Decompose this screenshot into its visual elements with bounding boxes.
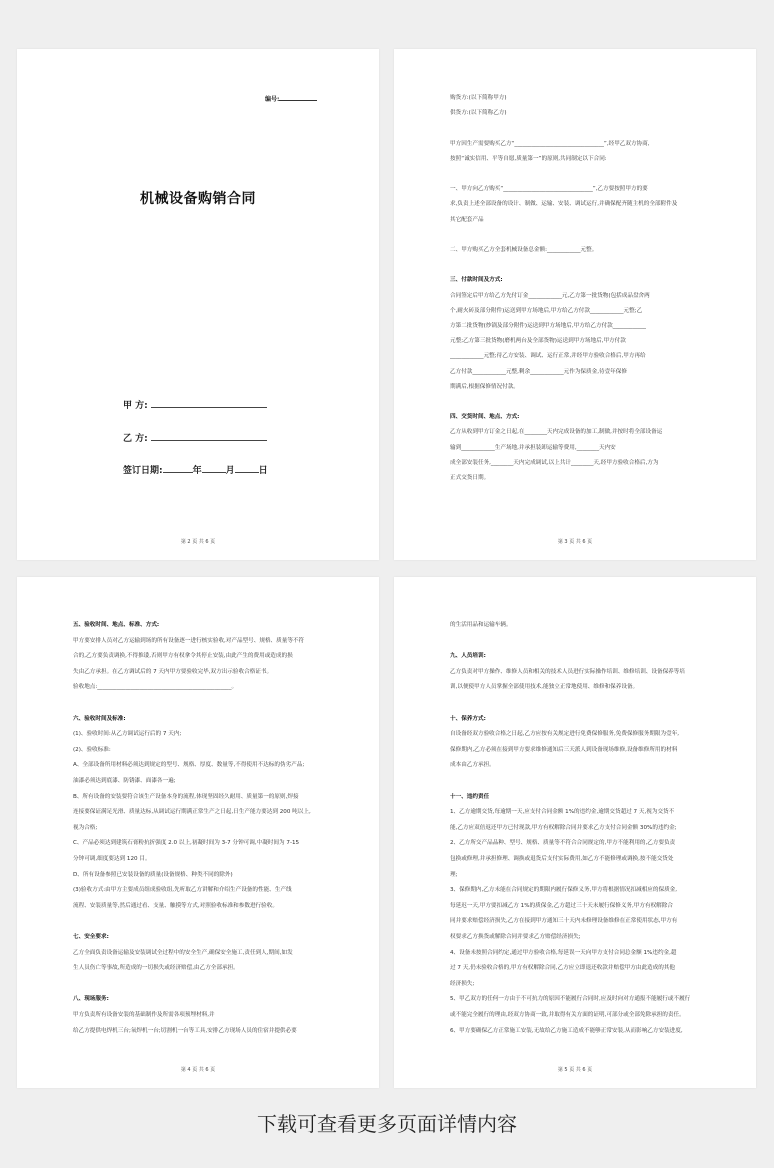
contract-page-2 <box>394 49 756 560</box>
text-line: 6、甲方要确保乙方正常施工安装,无故给乙方施工造成不能够正常安装,从而影响乙方安装进度, <box>450 1027 683 1034</box>
text-line: 1、乙方逾期交货,每逾期一天,应支付合同金额 1%的违约金,逾期交货超过 7 天,视为交货不 <box>450 809 675 816</box>
text-line: 五、验收时间、地点、标准、方式: <box>73 622 160 628</box>
text-line: 成全部安装任务,________天内完成调试,以上共计________天,经甲方验收合格后,方为 <box>450 459 659 466</box>
text-line: 八、现场服务: <box>73 996 109 1003</box>
page-footer: 第 3 页 共 6 页 <box>557 539 593 545</box>
text-line: 正式交货日期。 <box>450 475 490 481</box>
text-line: 供货方:(以下简称乙方) <box>450 110 507 117</box>
text-line: D、所有设备参照已安装设备的质量(设备规格、种类不同的除外) <box>73 871 233 878</box>
text-line: 其它配套产品 <box>450 216 484 223</box>
text-line: 经济损失; <box>450 980 475 987</box>
text-line: (3)验收方式:由甲方主要成员组成验收组,先听取乙方讲解和介绍生产设备的性能、生产线 <box>73 887 292 894</box>
text-line: 同并要求赔偿经济损失,乙方在接到甲方通知三十天内未修理设备维修在正常使用状态,甲方有 <box>450 918 678 925</box>
text-line: 购货方:(以下简称甲方) <box>450 95 507 101</box>
text-line: 权要求乙方换货或解除合同并要求乙方赔偿经济损失; <box>450 934 581 940</box>
party-b-field <box>123 431 267 444</box>
text-line: 一、甲方向乙方购买“________________________________”,乙方要按照甲方的要 <box>450 186 648 193</box>
contract-page-4 <box>394 577 756 1088</box>
text-line: C、产品必须达到建筑石膏粉抗折强度 2.0 以上,初凝时间为 3-7 分钟可调,中凝时间为 7-15 <box>73 840 300 847</box>
day-blank <box>235 464 259 473</box>
year-blank <box>163 464 193 473</box>
text-line: 的生活用品和运输车辆。 <box>450 622 512 628</box>
text-line: 5、甲乙双方的任何一方由于不可抗力的原因不能履行合同时,应及时向对方通报不能履行或不履行 <box>450 996 691 1003</box>
text-line: 十、保养方式: <box>450 715 486 722</box>
contract-page-3 <box>17 577 379 1088</box>
text-line: 甲方负责所有设备安装的基础制作及所需各项预埋材料,并 <box>73 1012 215 1018</box>
month-blank <box>202 464 226 473</box>
contract-number-label: 编号: <box>265 96 280 103</box>
text-line: 乙方从收到甲方订金之日起,在________天内完成设备的加工,制做,并按时将全部设备运 <box>450 429 663 436</box>
text-line: 个,耐火砖及部分附件)运送到甲方场地后,甲方给乙方付款____________元整;乙 <box>450 307 643 314</box>
text-line: 理; <box>450 871 458 878</box>
text-line: 失由乙方承担。在乙方调试后的 7 天内甲方要验收完毕,双方出示验收合格证书。 <box>73 668 273 675</box>
download-caption: 下载可查看更多页面详情内容 <box>257 1112 517 1136</box>
party-a-label: 甲 方: <box>123 401 148 411</box>
text-line: 乙方负责对甲方操作、维修人员和相关的技术人员进行实际操作培训、维修培训、设备保养等培 <box>450 668 685 675</box>
page-footer: 第 4 页 共 6 页 <box>180 1067 216 1073</box>
text-line: 2、乙方所交产品品种、型号、规格、质量等不符合合同规定的,甲方不能利用的,乙方要负责 <box>450 840 676 847</box>
page-footer: 第 5 页 共 6 页 <box>557 1067 593 1073</box>
text-line: 3、保修期内,乙方未能在合同规定的期限内履行保修义务,甲方将根据情况扣减相应的保质金, <box>450 887 678 894</box>
text-line: 分钟可调,细度要达到 120 目。 <box>73 856 151 862</box>
text-line: 验收地点:________________________________________________。 <box>73 684 238 691</box>
text-line: 包换或修理,并承担修理、调换或退货后支付实际费用,如乙方不能修理或调换,按不能交货处 <box>450 856 674 862</box>
text-line: 合同签定后甲方给乙方先付订金____________元,乙方第一批货物(包括成品盘舍两 <box>450 292 650 299</box>
text-line: 过 7 天,仍未验收合格的,甲方有权解除合同,乙方应立即退还收款并赔偿甲方由此造成的其他 <box>450 965 676 972</box>
text-line: 成本由乙方承担。 <box>450 762 495 769</box>
text-line: 四、交货时间、地点、方式: <box>450 414 520 421</box>
text-line: 乙方付款____________元整,剩余____________元作为保质金,待壹年保修 <box>450 368 627 375</box>
text-line: 视为合格; <box>73 824 98 831</box>
text-line: ____________元整;待乙方安装、调试、运行正常,并经甲方验收合格后,甲方再给 <box>450 353 646 360</box>
text-line: 三、付款时间及方式: <box>450 277 503 284</box>
text-line: B、所有设备的安装要符合该生产设备本身的流程,体现坚固经久耐用、质量第一的原则,焊接 <box>73 793 299 800</box>
text-line: (1)、验收时间:从乙方调试运行后的 7 天内; <box>73 731 182 738</box>
text-line: 九、人员培训: <box>450 653 486 660</box>
text-line: 期满后,根据保修情况付款。 <box>450 383 519 390</box>
text-line: 十一、违约责任 <box>450 793 490 800</box>
text-line: 保修期内,乙方必须在接到甲方要求维修通知后三天派人到设备现场维修,设备维修所用的材料 <box>450 746 678 753</box>
text-line: (2)、验收标准: <box>73 746 111 753</box>
page-footer: 第 2 页 共 6 页 <box>180 539 216 545</box>
contract-page-cover <box>17 49 379 560</box>
text-line: 连接要保证满足光滑、质量达标,从调试运行期满正常生产之日起,日生产能力要达到 200 吨以上, <box>73 809 311 816</box>
text-line: 甲方因生产需要购买乙方“________________________________”,经甲乙双方协商, <box>450 140 650 147</box>
text-line: 流程、安装质量等,然后通过看、支量、触摸等方式,对照验收标准和参数进行验收。 <box>73 902 278 909</box>
party-b-blank <box>151 432 267 441</box>
text-line: 输到____________生产场地,并承担装卸运输等费用,________天内安 <box>450 444 616 451</box>
contract-number-blank <box>279 95 317 101</box>
text-line: 方第二批货物(炒锅及部分附件)运送到甲方场地后,甲方给乙方付款____________ <box>450 323 647 329</box>
month-label: 月 <box>225 466 235 476</box>
year-label: 年 <box>192 466 202 476</box>
party-a-blank <box>151 399 267 408</box>
text-line: 求,负责上述全部设备的设计、制做、运输、安装、调试运行,并确保配齐随主机的全部附件及 <box>450 201 678 208</box>
day-label: 日 <box>258 466 268 476</box>
text-line: 六、验收时间及标准: <box>73 715 126 722</box>
contract-number <box>265 94 317 103</box>
text-line: 元整;乙方第三批货物(磨机两台及全部货物)运送到甲方场地后,甲方付款 <box>450 338 626 345</box>
text-line: 训,以便使甲方人员掌握全部使用技术,能独立正常地使用、维修和保养设备。 <box>450 684 639 691</box>
text-line: A、全部设备所用材料必须达到规定的型号、规格、厚度、数量等,不得使用不达标的伪劣产品; <box>73 762 305 769</box>
text-line: 每延迟一天,甲方要扣减乙方 1%的质保金,乙方超过三十天未履行保修义务,甲方有权解除合 <box>450 902 673 909</box>
text-line: 乙方全面负责设备运输及安装调试全过程中的安全生产,确保安全施工,责任到人,期间,如发 <box>73 949 293 956</box>
text-line: 生人员伤亡等事故,所造成的一切损失或经济赔偿,由乙方全部承担。 <box>73 965 239 972</box>
contract-title: 机械设备购销合同 <box>140 191 256 207</box>
sign-date-label: 签订日期: <box>123 466 163 476</box>
text-line: 二、甲方购买乙方全套机械设备总金额:____________元整。 <box>450 247 598 253</box>
text-line: 或不能完全履行的理由,经双方协商一致,并取得有关方面的证明,可部分或全部免除承担的责任。 <box>450 1012 685 1018</box>
text-line: 甲方要安排人员对乙方运输到场的所有设备逐一进行核实验收,对产品型号、规格、质量等不符 <box>73 637 305 644</box>
text-line: 自设备经双方验收合格之日起,乙方应按有关规定进行免费保修服务,免费保修服务期限为壹年, <box>450 731 680 738</box>
sign-date-field <box>123 463 268 476</box>
text-line: 给乙方提供电焊机三台;氧焊机一台;切割机一台等工具,安排乙方现场人员的住宿并提供必要 <box>73 1027 297 1034</box>
text-line: 4、设备未按照合同约定,通过甲方验收合格,每延误一天向甲方支付合同总金额 1%违约金,超 <box>450 949 677 956</box>
party-a-field <box>123 398 267 411</box>
text-line: 油漆必须达到底漆、防锈漆、面漆各一遍; <box>73 778 176 784</box>
text-line: 能,乙方应双倍返还甲方已付现款,甲方有权解除合同并要求乙方支付合同金额 30%的违约金; <box>450 824 677 831</box>
text-line: 七、安全要求: <box>73 934 109 940</box>
text-line: 按照“诚实信用、平等自愿,质量第一”的原则,共同制定以下合同: <box>450 155 607 162</box>
party-b-label: 乙 方: <box>123 434 148 444</box>
text-line: 合的,乙方要负责调换,不得推诿,否则甲方有权拿令其停止安装,由此产生的费用或造成的损 <box>73 653 293 660</box>
